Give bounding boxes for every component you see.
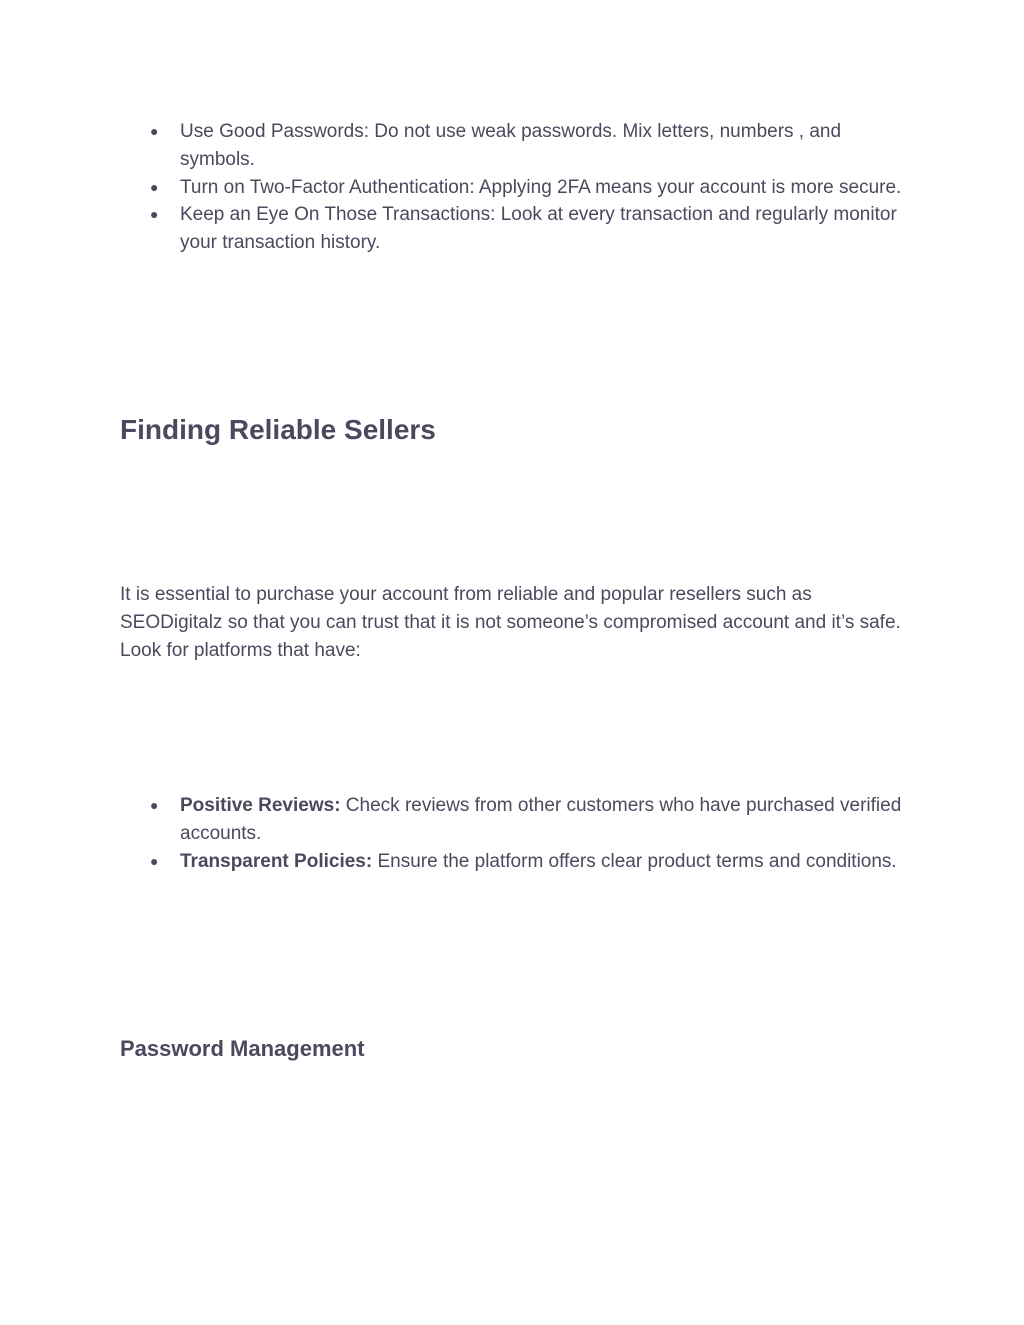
security-tips-list	[150, 118, 910, 257]
list-item-text: Use Good Passwords: Do not use weak passwords. Mix letters, numbers , and symbols.	[180, 121, 842, 170]
seller-criteria-list	[150, 792, 910, 875]
list-item	[150, 848, 910, 876]
bullet-icon: ●	[150, 123, 159, 139]
list-item-text: Check reviews from other customers who have purchased verified accounts.	[180, 795, 902, 844]
list-item-lead: Transparent Policies:	[180, 850, 373, 872]
list-item-text: Keep an Eye On Those Transactions: Look at every transaction and regularly monitor your transaction history.	[180, 204, 897, 254]
list-item	[150, 201, 910, 257]
section-heading-sellers: Finding Reliable Sellers	[120, 414, 436, 445]
list-item	[150, 118, 910, 174]
bullet-icon: ●	[150, 852, 159, 869]
sellers-paragraph: It is essential to purchase your account from reliable and popular resellers such as SEODigitalz so that you can trust that it is not someone’s compromised account and it’s safe. Look for platforms that have:	[120, 584, 901, 661]
list-item-lead: Positive Reviews:	[180, 795, 341, 816]
list-item-text: Turn on Two-Factor Authentication: Applying 2FA means your account is more secure.	[180, 176, 902, 198]
list-item	[150, 792, 910, 848]
list-item	[150, 174, 910, 202]
section-heading-password: Password Management	[120, 1036, 365, 1061]
list-item-text: Ensure the platform offers clear product terms and conditions.	[372, 850, 897, 872]
bullet-icon: ●	[150, 206, 159, 223]
bullet-icon: ●	[150, 178, 159, 195]
bullet-icon: ●	[150, 797, 159, 813]
